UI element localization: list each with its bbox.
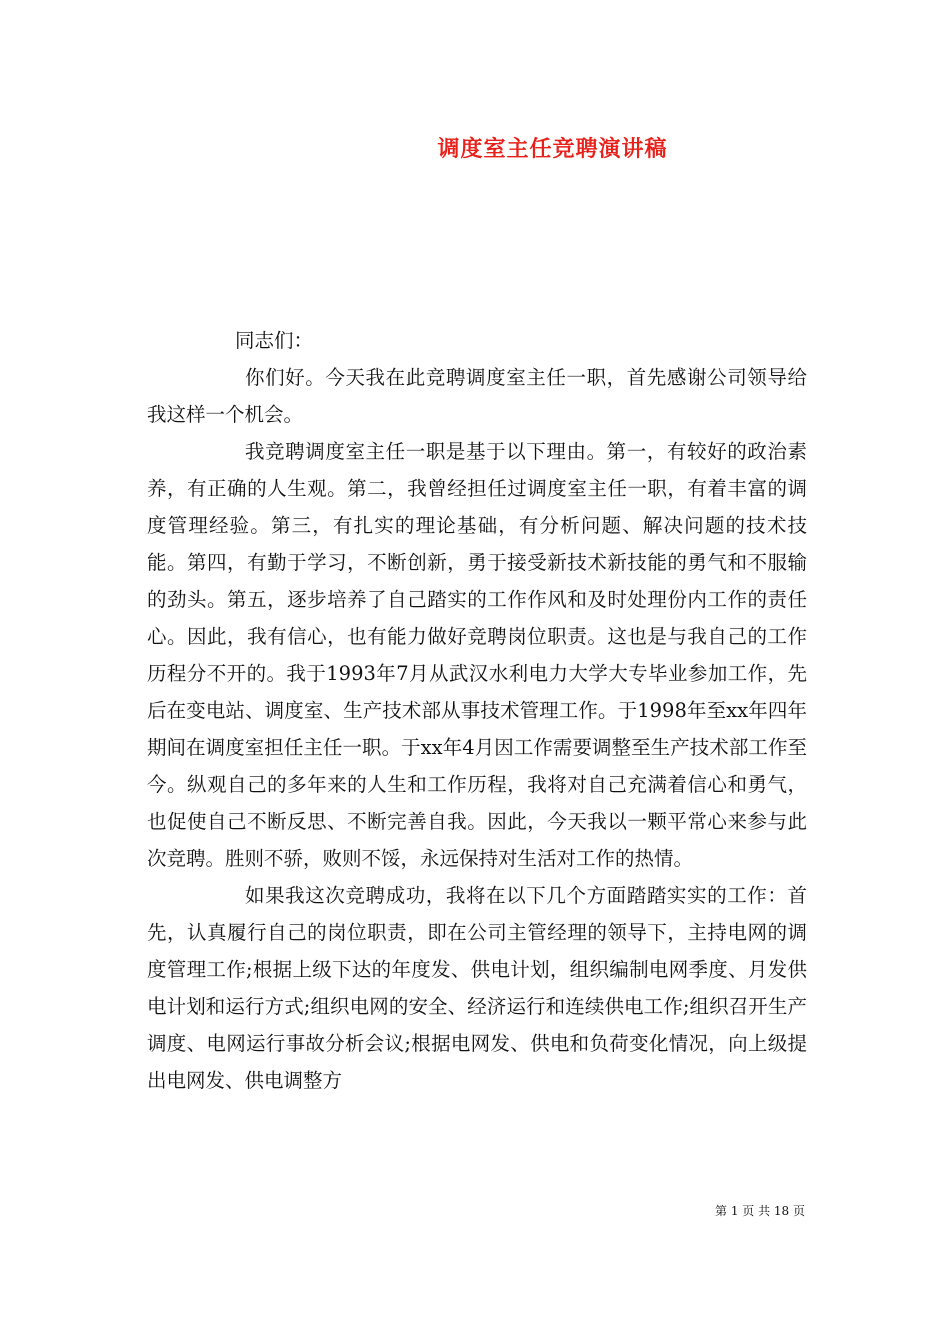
paragraph-reasons: 我竞聘调度室主任一职是基于以下理由。第一，有较好的政治素养，有正确的人生观。第二，我曾经担任过调度室主任一职，有着丰富的调度管理经验。第三，有扎实的理论基础，有分析问题、解决问题的技术技能。第四，有勤于学习，不断创新，勇于接受新技术新技能的勇气和不服输的劲头。第五，逐步培养了自己踏实的工作作风和及时处理份内工作的责任心。因此，我有信心，也有能力做好竞聘岗位职责。这也是与我自己的工作历程分不开的。我于1993年7月从武汉水利电力大学大专毕业参加工作，先后在变电站、调度室、生产技术部从事技术管理工作。于1998年至xx年四年期间在调度室担任主任一职。于xx年4月因工作需要调整至生产技术部工作至今。纵观自己的多年来的人生和工作历程，我将对自己充满着信心和勇气，也促使自己不断反思、不断完善自我。因此，今天我以一颗平常心来参与此次竞聘。胜则不骄，败则不馁，永远保持对生活对工作的热情。 <box>147 440 807 870</box>
document-title: 调度室主任竞聘演讲稿 <box>437 136 668 162</box>
paragraph-greeting: 你们好。今天我在此竞聘调度室主任一职，首先感谢公司领导给我这样一个机会。 <box>147 366 807 426</box>
document-body <box>147 322 807 1099</box>
salutation: 同志们： <box>235 329 314 352</box>
paragraph-plans: 如果我这次竞聘成功，我将在以下几个方面踏踏实实的工作：首先，认真履行自己的岗位职责，即在公司主管经理的领导下，主持电网的调度管理工作;根据上级下达的年度发、供电计划，组织编制电网季度、月发供电计划和运行方式;组织电网的安全、经济运行和连续供电工作;组织召开生产调度、电网运行事故分析会议;根据电网发、供电和负荷变化情况，向上级提出电网发、供电调整方 <box>147 884 807 1092</box>
page-number-footer: 第 1 页 共 18 页 <box>715 1204 805 1218</box>
